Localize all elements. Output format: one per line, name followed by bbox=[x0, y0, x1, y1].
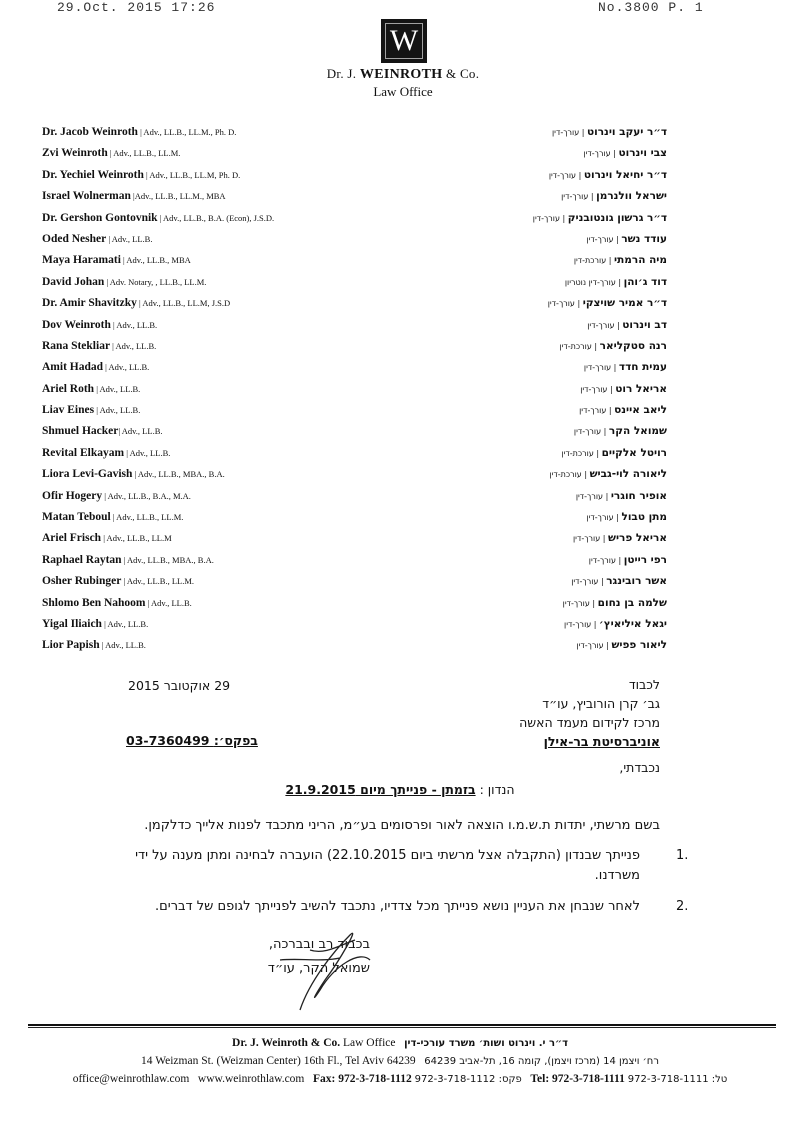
lawyer-en bbox=[42, 276, 206, 288]
item2-line: לאחר שנבחן את העניין נושא פנייתך מכל צדדיו, נתכבד להשיב לפנייתך לגופם של דברים. bbox=[155, 899, 640, 914]
lawyer-en-credentials: | Adv., LL.B. bbox=[99, 640, 146, 651]
lawyer-en bbox=[42, 126, 236, 138]
lawyer-en bbox=[42, 404, 140, 416]
lawyer-row bbox=[0, 361, 800, 382]
lawyer-en-name: Ofir Hogery bbox=[42, 489, 103, 502]
lawyer-he bbox=[548, 297, 667, 309]
lawyer-he bbox=[564, 618, 667, 630]
lawyer-en bbox=[42, 575, 194, 587]
closing-text: בכבוד רב ובברכה, bbox=[268, 937, 370, 952]
lawyer-en bbox=[42, 532, 172, 544]
lawyer-en bbox=[42, 233, 152, 245]
lawyer-en bbox=[42, 212, 274, 224]
footer-email: office@weinrothlaw.com bbox=[72, 1073, 190, 1085]
lawyer-he-credentials: | עורך-דין bbox=[576, 641, 612, 651]
lawyer-en-credentials: | Adv., LL.B. bbox=[103, 362, 150, 373]
greeting: נכבדתי, bbox=[619, 760, 660, 775]
lawyer-he-name: צבי וינרוט bbox=[618, 147, 667, 160]
lawyer-he-name: אריאל פריש bbox=[608, 532, 667, 545]
lawyer-row bbox=[0, 597, 800, 618]
item1-number: .1 bbox=[676, 848, 689, 863]
lawyer-he bbox=[561, 190, 667, 202]
lawyer-he-credentials: | עורך-דין bbox=[572, 534, 608, 544]
lawyer-en-credentials: |Adv., LL.B., LL.M., MBA bbox=[130, 191, 226, 202]
lawyer-he bbox=[549, 468, 667, 480]
letter-date: 29 אוקטובר 2015 bbox=[128, 678, 231, 693]
lawyer-en bbox=[42, 254, 191, 266]
firm-name-prefix: Dr. J. bbox=[326, 66, 357, 81]
lawyer-he bbox=[571, 575, 667, 587]
lawyer-row bbox=[0, 404, 800, 425]
lawyer-row bbox=[0, 169, 800, 190]
lawyer-he-name: אשר רובינגר bbox=[606, 575, 667, 588]
lawyer-he-name: רנה סטקליאר bbox=[599, 339, 667, 352]
lawyer-he-name: ד״ר אמיר שויצקי bbox=[582, 297, 667, 310]
lawyer-he bbox=[586, 233, 667, 245]
lawyer-en-name: David Johan bbox=[42, 275, 105, 288]
lawyer-row bbox=[0, 618, 800, 639]
lawyer-en bbox=[42, 639, 146, 651]
lawyer-he-credentials: | עורך-דין bbox=[571, 577, 607, 587]
footer-he-fax: פקס: 972-3-718-1112 bbox=[414, 1074, 522, 1085]
lawyer-en-credentials: | Adv., LL.B. bbox=[145, 597, 192, 608]
lawyer-row bbox=[0, 639, 800, 660]
lawyer-he-name: רויטל אלקיים bbox=[601, 446, 667, 459]
lawyer-he bbox=[561, 447, 667, 459]
lawyer-en-credentials: | Adv., LL.B., MBA bbox=[120, 255, 191, 266]
lawyer-en-name: Oded Nesher bbox=[42, 232, 107, 245]
lawyer-en bbox=[42, 361, 149, 373]
subject-text: בזמתן - פנייתך מיום 21.9.2015 bbox=[285, 782, 476, 797]
lawyer-en-name: Dr. Gershon Gontovnik bbox=[42, 211, 158, 224]
lawyer-row bbox=[0, 233, 800, 254]
lawyer-he-credentials: | עורך-דין bbox=[588, 555, 624, 565]
lawyer-he bbox=[574, 254, 667, 266]
lawyer-en-credentials: | Adv., LL.B., LL.M. bbox=[110, 512, 184, 523]
lawyer-en-credentials: | Adv., LL.B., LL.M bbox=[101, 533, 172, 544]
lawyer-he-name: ליאורה לוי-גביש bbox=[589, 468, 667, 481]
lawyer-row bbox=[0, 490, 800, 511]
lawyer-he-name: ליאב איינס bbox=[614, 404, 667, 417]
lawyer-he bbox=[549, 169, 667, 181]
lawyer-he-credentials: | עורך-דין bbox=[580, 384, 616, 394]
lawyer-en-name: Revital Elkayam bbox=[42, 446, 125, 459]
lawyer-en-name: Yigal Iliaich bbox=[42, 617, 102, 630]
footer-address-line bbox=[0, 1055, 800, 1067]
lawyer-he-credentials: | עורך-דין bbox=[547, 299, 583, 309]
lawyer-row bbox=[0, 532, 800, 553]
lawyer-en-credentials: | Adv. Notary, , LL.B., LL.M. bbox=[104, 276, 207, 287]
footer-en-address: 14 Weizman St. (Weizman Center) 16th Fl., Tel Aviv 64239 bbox=[141, 1055, 416, 1067]
lawyer-he-name: אריאל רוט bbox=[615, 382, 667, 395]
lawyer-he bbox=[580, 383, 667, 395]
lawyer-he-name: עודד נשר bbox=[621, 232, 667, 245]
firm-name-main: WEINROTH bbox=[359, 67, 443, 82]
lawyer-he-credentials: | עורך-דין bbox=[561, 192, 597, 202]
lawyer-he-credentials: | עורך-דין bbox=[548, 170, 584, 180]
lawyer-en bbox=[42, 511, 183, 523]
lawyer-he bbox=[576, 490, 667, 502]
lawyer-he-name: דוד ג׳והן bbox=[623, 275, 667, 288]
lawyer-he-name: מתן טבול bbox=[621, 511, 667, 524]
lawyer-en-credentials: | Adv., LL.B., LL.M, J.S.D bbox=[136, 298, 231, 309]
lawyer-en-credentials: | Adv., LL.B. bbox=[101, 618, 149, 629]
lawyer-he-credentials: | עורך-דין bbox=[573, 427, 609, 437]
fax-line bbox=[126, 733, 258, 748]
lawyer-en bbox=[42, 169, 240, 181]
lawyer-he-credentials: | עורך-דין bbox=[586, 513, 622, 523]
lawyer-en-name: Dr. Amir Shavitzky bbox=[42, 297, 137, 310]
lawyers-list bbox=[0, 126, 800, 661]
lawyer-en-credentials: | Adv., LL.B., B.A. (Econ), J.S.D. bbox=[157, 212, 275, 223]
footer-tel: Tel: 972-3-718-1111 bbox=[530, 1073, 625, 1085]
fax-timestamp: 29.Oct. 2015 17:26 bbox=[57, 0, 216, 15]
lawyer-en-name: Amit Hadad bbox=[42, 361, 104, 374]
signer-name: שמואל הקר, עו״ד bbox=[267, 961, 370, 976]
lawyer-en-credentials: | Adv., LL.B. bbox=[94, 405, 141, 416]
lawyer-en bbox=[42, 468, 225, 480]
lawyer-he-name: שמואל הקר bbox=[608, 425, 667, 438]
lawyer-he-credentials: | עורך-דין bbox=[562, 598, 598, 608]
lawyer-row bbox=[0, 297, 800, 318]
lawyer-he-credentials: | עורך-דין נוטריון bbox=[564, 277, 624, 287]
lawyer-he bbox=[552, 126, 667, 138]
lawyer-en bbox=[42, 147, 180, 159]
lawyer-he-credentials: | עורכת-דין bbox=[561, 448, 602, 458]
lawyer-en-name: Lior Papish bbox=[42, 639, 100, 652]
lawyer-row bbox=[0, 126, 800, 147]
lawyer-en-name: Ariel Frisch bbox=[42, 532, 102, 545]
lawyer-en bbox=[42, 425, 162, 437]
recipient-org: מרכז לקידום מעמד האשה bbox=[519, 715, 660, 730]
lawyer-en-name: Rana Stekliar bbox=[42, 339, 111, 352]
lawyer-en-credentials: | Adv., LL.B. bbox=[106, 233, 153, 244]
lawyer-en bbox=[42, 554, 214, 566]
lawyer-he-credentials: | עורך-דין bbox=[564, 619, 600, 629]
lawyer-row bbox=[0, 554, 800, 575]
lawyer-en-name: Dr. Jacob Weinroth bbox=[42, 126, 138, 138]
lawyer-he-name: ד״ר יחיאל וינרוט bbox=[583, 168, 667, 181]
lawyer-he-name: אופיר חוגרי bbox=[610, 489, 667, 502]
item2-number: .2 bbox=[676, 899, 689, 914]
footer-he-address: רח׳ ויצמן 14 (מרכז ויצמן), קומה 16, תל-אביב 64239 bbox=[424, 1056, 659, 1067]
lawyer-en-name: Dov Weinroth bbox=[42, 318, 111, 331]
lawyer-he-name: עמית חדד bbox=[618, 361, 667, 374]
lawyer-en-credentials: | Adv., LL.B., LL.M., Ph. D. bbox=[137, 127, 237, 137]
item1-line1: פנייתך שבנדון (התקבלה אצל מרשתי ביום 22.10.2015) הועברה לבחינה ומתן מענה על ידי bbox=[135, 848, 640, 863]
lawyer-en-name: Liav Eines bbox=[42, 404, 95, 417]
footer-firm-line bbox=[0, 1037, 800, 1049]
footer-contact-line bbox=[0, 1073, 800, 1085]
lawyer-row bbox=[0, 190, 800, 211]
lawyer-he bbox=[565, 276, 667, 288]
lawyer-he bbox=[586, 511, 667, 523]
lawyer-he bbox=[559, 340, 667, 352]
logo-letter: W bbox=[389, 24, 419, 57]
item1-line2: משרדנו. bbox=[594, 868, 640, 883]
lawyer-he-name: ד״ר גרשון גונטובניק bbox=[567, 211, 667, 224]
lawyer-he bbox=[563, 597, 667, 609]
lawyer-he bbox=[584, 361, 667, 373]
to-line: לכבוד bbox=[628, 677, 660, 692]
subject-label: הנדון : bbox=[479, 782, 515, 797]
fax-label: בפקס׳: bbox=[213, 733, 258, 748]
lawyer-he-name: ד״ר יעקב וינרוט bbox=[587, 126, 667, 138]
lawyer-he-name: יגאל איליאיץ׳ bbox=[599, 617, 667, 630]
recipient-university: אוניברסיטת בר-אילן bbox=[543, 734, 660, 749]
firm-name-suffix: & Co. bbox=[445, 66, 480, 81]
lawyer-en-name: Raphael Raytan bbox=[42, 553, 122, 566]
footer-fax: Fax: 972-3-718-1112 bbox=[313, 1073, 412, 1085]
lawyer-en bbox=[42, 190, 226, 202]
lawyer-he-credentials: | עורך-דין bbox=[583, 149, 619, 159]
lawyer-he-credentials: | עורך-דין bbox=[583, 363, 619, 373]
footer-divider-bottom bbox=[28, 1027, 776, 1028]
subject-line bbox=[250, 782, 550, 797]
lawyer-en-name: Zvi Weinroth bbox=[42, 147, 108, 160]
lawyer-en-credentials: | Adv., LL.B., MBA., B.A. bbox=[132, 469, 225, 480]
lawyer-row bbox=[0, 254, 800, 275]
lawyer-row bbox=[0, 425, 800, 446]
lawyer-he-credentials: | עורכת-דין bbox=[559, 341, 600, 351]
lawyer-he-name: דב וינרוט bbox=[622, 318, 667, 331]
lawyer-row bbox=[0, 276, 800, 297]
lawyer-en bbox=[42, 340, 156, 352]
lawyer-en-credentials: | Adv., LL.B., LL.M. bbox=[107, 148, 181, 159]
recipient-name: גב׳ קרן הורוביץ, עו״ד bbox=[542, 696, 660, 711]
lawyer-en bbox=[42, 297, 230, 309]
lawyer-en-name: Shlomo Ben Nahoom bbox=[42, 596, 146, 609]
lawyer-he-name: רפי רייטן bbox=[623, 553, 667, 566]
lawyer-en-credentials: | Adv., LL.B., LL.M. bbox=[121, 576, 195, 587]
lawyer-en-credentials: | Adv., LL.B., LL.M, Ph. D. bbox=[143, 169, 241, 180]
lawyer-he-credentials: | עורך-דין bbox=[586, 234, 622, 244]
lawyer-en-credentials: | Adv., LL.B., MBA., B.A. bbox=[121, 554, 214, 565]
lawyer-he-name: שלמה בן נחום bbox=[597, 596, 667, 609]
lawyer-he-credentials: | עורכת-דין bbox=[573, 256, 615, 266]
firm-name bbox=[300, 66, 506, 83]
lawyer-row bbox=[0, 575, 800, 596]
footer-en-firm-suffix: Law Office bbox=[340, 1037, 396, 1049]
lawyer-en-credentials: | Adv., LL.B. bbox=[110, 340, 157, 351]
lawyer-en-credentials: | Adv., LL.B. bbox=[94, 383, 141, 394]
lawyer-he bbox=[576, 639, 667, 651]
lawyer-row bbox=[0, 319, 800, 340]
firm-subtitle: Law Office bbox=[373, 84, 433, 99]
lawyer-he-name: ליאור פפיש bbox=[611, 639, 667, 652]
lawyer-row bbox=[0, 340, 800, 361]
lawyer-he bbox=[579, 404, 667, 416]
lawyer-he-name: מיה הרמתי bbox=[614, 254, 667, 267]
lawyer-en bbox=[42, 383, 140, 395]
lawyer-row bbox=[0, 447, 800, 468]
lawyer-en-name: Ariel Roth bbox=[42, 382, 95, 395]
footer-he-phone: טל: 972-3-718-1111 bbox=[627, 1074, 728, 1085]
lawyer-en-name: Matan Teboul bbox=[42, 511, 111, 524]
fax-number: 03-7360499 bbox=[126, 733, 210, 748]
lawyer-row bbox=[0, 383, 800, 404]
fax-page-number: No.3800 P. 1 bbox=[598, 0, 704, 15]
lawyer-row bbox=[0, 147, 800, 168]
lawyer-he-credentials: | עורך-דין bbox=[532, 213, 568, 223]
lawyer-en bbox=[42, 618, 148, 630]
lawyer-row bbox=[0, 212, 800, 233]
firm-logo bbox=[381, 19, 427, 63]
lawyer-en-credentials: | Adv., LL.B. bbox=[124, 447, 171, 458]
lawyer-he-credentials: | עורכת-דין bbox=[549, 470, 590, 480]
lawyer-row bbox=[0, 511, 800, 532]
lawyer-he-credentials: | עורך-דין bbox=[587, 320, 623, 330]
lawyer-row bbox=[0, 468, 800, 489]
lawyer-en-name: Maya Haramati bbox=[42, 254, 121, 267]
footer-en-firm: Dr. J. Weinroth & Co. bbox=[232, 1037, 341, 1049]
lawyer-he-credentials: | עורך-דין bbox=[575, 491, 611, 501]
footer-divider-top bbox=[28, 1024, 776, 1026]
lawyer-en bbox=[42, 597, 192, 609]
lawyer-he-credentials: | עורך-דין bbox=[579, 406, 615, 416]
lawyer-en-name: Israel Wolnerman bbox=[42, 190, 131, 203]
lawyer-en-name: Dr. Yechiel Weinroth bbox=[42, 168, 144, 181]
lawyer-en-name: Shmuel Hacker bbox=[42, 425, 119, 438]
lawyer-en-credentials: | Adv., LL.B. bbox=[118, 426, 163, 437]
footer-he-firm: ד״ר י. וינרוט ושות׳ משרד עורכי-דין bbox=[404, 1038, 568, 1049]
handwritten-signature bbox=[240, 920, 380, 1020]
lawyer-he bbox=[573, 532, 667, 544]
intro-paragraph: בשם מרשתי, יתדות ת.ש.מ.ו הוצאה לאור ופרסומים בע״מ, הריני מתכבד לפנות אלייך כדלקמן. bbox=[144, 818, 660, 833]
lawyer-he bbox=[583, 147, 667, 159]
lawyer-he bbox=[587, 319, 667, 331]
lawyer-he-name: ישראל וולנרמן bbox=[596, 190, 667, 203]
lawyer-en bbox=[42, 319, 157, 331]
lawyer-en-credentials: | Adv., LL.B. bbox=[110, 319, 158, 330]
lawyer-en-name: Liora Levi-Gavish bbox=[42, 468, 133, 481]
lawyer-he bbox=[589, 554, 667, 566]
lawyer-he bbox=[574, 425, 667, 437]
lawyer-en bbox=[42, 490, 191, 502]
lawyer-en-credentials: | Adv., LL.B., B.A., M.A. bbox=[102, 490, 191, 501]
fax-header bbox=[0, 0, 800, 20]
lawyer-en bbox=[42, 447, 170, 459]
footer-website: www.weinrothlaw.com bbox=[197, 1073, 305, 1085]
lawyer-he bbox=[533, 212, 667, 224]
lawyer-en-name: Osher Rubinger bbox=[42, 575, 122, 588]
lawyer-he-credentials: | עורך-דין bbox=[551, 128, 587, 137]
